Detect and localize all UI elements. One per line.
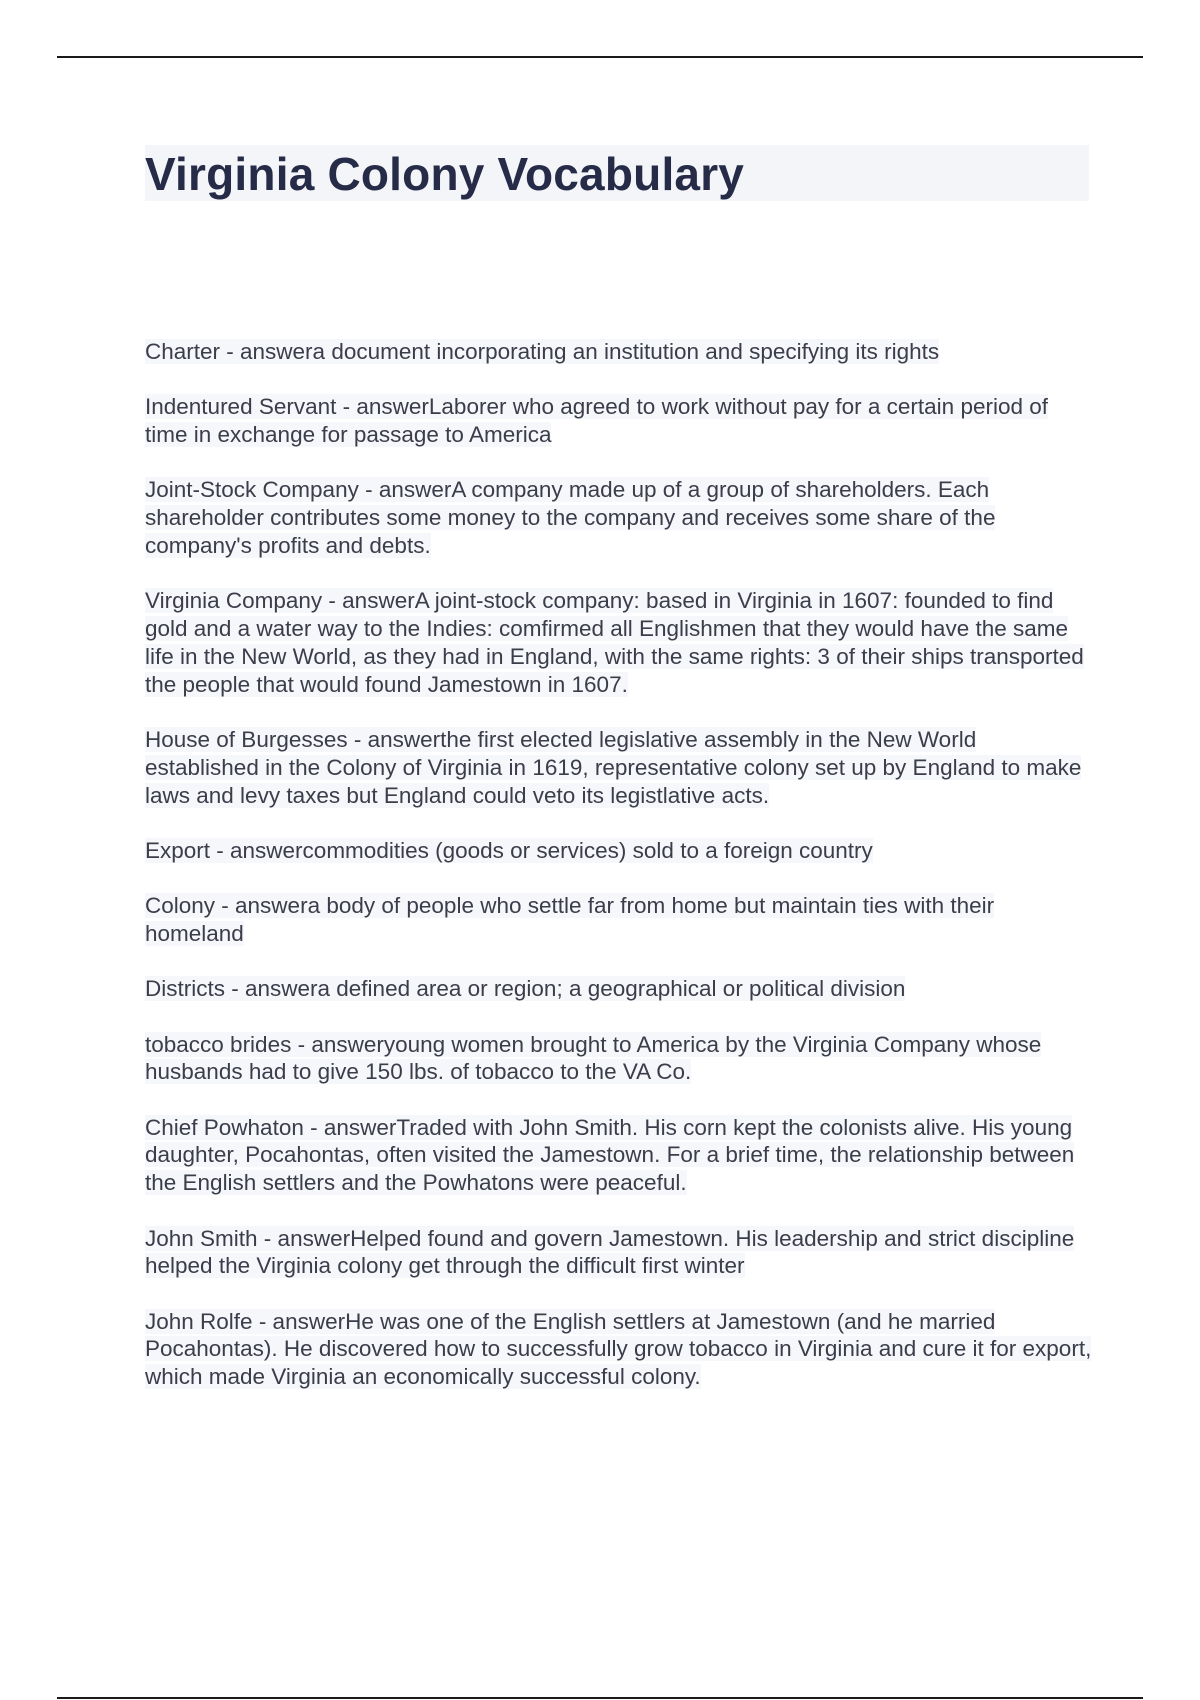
vocab-entry-indentured-servant: [145, 393, 1095, 449]
vocab-entry-export: [145, 837, 1095, 865]
vocab-entry-text: Charter - answera document incorporating an institution and specifying its rights: [145, 339, 940, 364]
vocab-entry-text: Export - answercommodities (goods or services) sold to a foreign country: [145, 837, 873, 863]
vocab-entry-john-rolfe: [145, 1308, 1095, 1391]
vocab-entry-house-of-burgesses: [145, 726, 1095, 809]
vocab-entry-charter: [145, 338, 1095, 366]
vocab-entry-joint-stock-company: [145, 476, 1095, 559]
vocab-entry-virginia-company: [145, 587, 1095, 698]
vocab-entry-chief-powhaton: [145, 1114, 1095, 1197]
top-rule: [57, 56, 1143, 58]
page-title: Virginia Colony Vocabulary: [145, 148, 745, 200]
vocab-entry-text: Joint-Stock Company - answerA company made up of a group of shareholders. Each shareholder contributes some money to the company and receives some share of the company's profits and debts.: [145, 477, 996, 558]
vocab-entry-text: Colony - answera body of people who settle far from home but maintain ties with their homeland: [145, 893, 995, 946]
vocab-entry-text: John Rolfe - answerHe was one of the English settlers at Jamestown (and he married Pocahontas). He discovered how to successfully grow tobacco in Virginia and cure it for export, which made Virginia an economically successful colony.: [145, 1308, 1092, 1390]
vocabulary-list: [145, 338, 1095, 1419]
vocab-entry-john-smith: [145, 1225, 1095, 1281]
bottom-rule: [57, 1697, 1143, 1699]
vocab-entry-text: Chief Powhaton - answerTraded with John Smith. His corn kept the colonists alive. His young daughter, Pocahontas, often visited the Jamestown. For a brief time, the relationship between the English settlers and the Powhatons were peaceful.: [145, 1114, 1075, 1196]
vocab-entry-text: John Smith - answerHelped found and govern Jamestown. His leadership and strict discipline helped the Virginia colony get through the difficult first winter: [145, 1225, 1075, 1279]
vocab-entry-text: Virginia Company - answerA joint-stock company: based in Virginia in 1607: founded to find gold and a water way to the Indies: comfirmed all Englishmen that they would have the same life in the New World, as they had in England, with the same rights: 3 of their ships transported the people that would found Jamestown in 1607.: [145, 588, 1084, 697]
vocab-entry-text: House of Burgesses - answerthe first elected legislative assembly in the New World established in the Colony of Virginia in 1619, representative colony set up by England to make laws and levy taxes but England could veto its legistlative acts.: [145, 726, 1082, 808]
vocab-entry-text: tobacco brides - answeryoung women brought to America by the Virginia Company whose husbands had to give 150 lbs. of tobacco to the VA Co.: [145, 1031, 1042, 1085]
vocab-entry-colony: [145, 892, 1095, 948]
vocab-entry-text: Districts - answera defined area or region; a geographical or political division: [145, 976, 906, 1002]
vocab-entry-districts: [145, 975, 1095, 1003]
vocab-entry-text: Indentured Servant - answerLaborer who agreed to work without pay for a certain period of time in exchange for passage to America: [145, 394, 1049, 448]
vocab-entry-tobacco-brides: [145, 1031, 1095, 1087]
